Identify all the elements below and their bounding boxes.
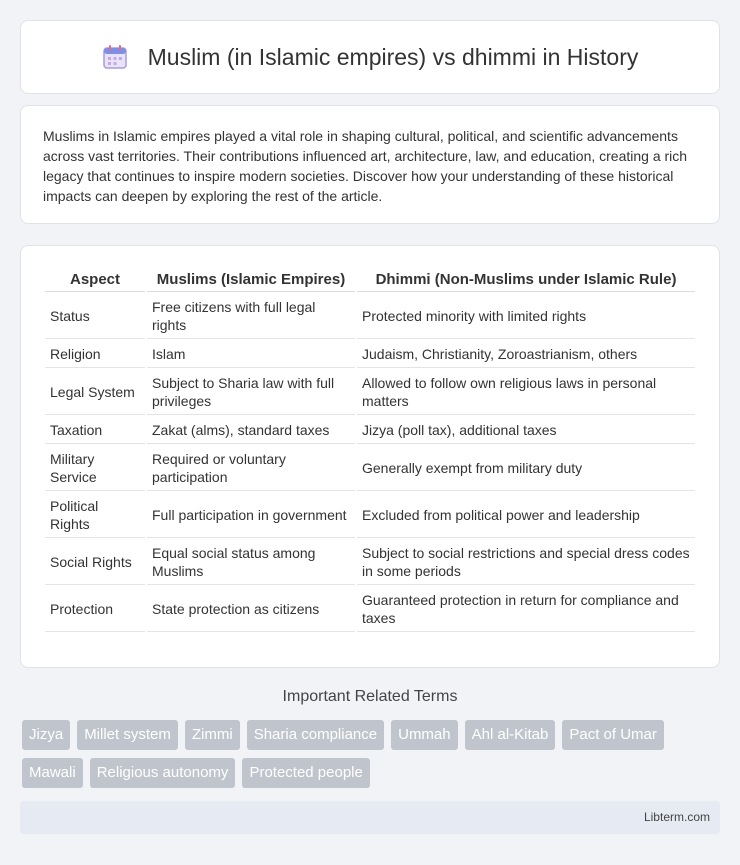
cell-muslims: Free citizens with full legal rights — [147, 294, 355, 339]
term-tag[interactable]: Ahl al-Kitab — [465, 720, 556, 750]
cell-muslims: Subject to Sharia law with full privileges — [147, 370, 355, 415]
related-terms-title: Important Related Terms — [282, 688, 458, 705]
related-terms-list — [22, 720, 722, 796]
header-aspect: Aspect — [45, 268, 145, 292]
cell-dhimmi: Excluded from political power and leadership — [357, 493, 695, 538]
table-row — [45, 417, 695, 444]
cell-muslims: Zakat (alms), standard taxes — [147, 417, 355, 444]
cell-muslims: State protection as citizens — [147, 587, 355, 632]
table-row — [45, 341, 695, 368]
footer-site-link[interactable]: Libterm.com — [643, 810, 710, 824]
term-tag[interactable]: Protected people — [242, 758, 369, 788]
footer — [20, 801, 720, 834]
cell-muslims: Full participation in government — [147, 493, 355, 538]
cell-aspect: Protection — [45, 587, 145, 632]
cell-dhimmi: Jizya (poll tax), additional taxes — [357, 417, 695, 444]
term-tag[interactable]: Religious autonomy — [90, 758, 236, 788]
table-row — [45, 587, 695, 632]
cell-aspect: Religion — [45, 341, 145, 368]
term-tag[interactable]: Ummah — [391, 720, 458, 750]
header-dhimmi: Dhimmi (Non-Muslims under Islamic Rule) — [357, 268, 695, 292]
cell-muslims: Equal social status among Muslims — [147, 540, 355, 585]
comparison-table — [43, 266, 697, 634]
term-tag[interactable]: Mawali — [22, 758, 83, 788]
table-header-row — [45, 268, 695, 292]
cell-dhimmi: Allowed to follow own religious laws in personal matters — [357, 370, 695, 415]
cell-aspect: Social Rights — [45, 540, 145, 585]
cell-muslims: Islam — [147, 341, 355, 368]
cell-aspect: Political Rights — [45, 493, 145, 538]
table-row — [45, 370, 695, 415]
header-muslims: Muslims (Islamic Empires) — [147, 268, 355, 292]
table-row — [45, 540, 695, 585]
calendar-icon — [102, 44, 128, 70]
term-tag[interactable]: Pact of Umar — [562, 720, 664, 750]
term-tag[interactable]: Zimmi — [185, 720, 240, 750]
term-tag[interactable]: Millet system — [77, 720, 178, 750]
table-row — [45, 294, 695, 339]
header-card — [20, 20, 720, 94]
table-row — [45, 446, 695, 491]
cell-dhimmi: Subject to social restrictions and special dress codes in some periods — [357, 540, 695, 585]
comparison-card — [20, 245, 720, 668]
page-title: Muslim (in Islamic empires) vs dhimmi in History — [147, 43, 639, 70]
table-row — [45, 493, 695, 538]
intro-text: Muslims in Islamic empires played a vital role in shaping cultural, political, and scientific advancements across vast territories. Their contributions influenced art, architecture, law, and education, creating a rich legacy that continues to inspire modern societies. Discover how your understanding of these historical impacts can deepen by exploring the rest of the article. — [43, 128, 688, 204]
term-tag[interactable]: Sharia compliance — [247, 720, 384, 750]
term-tag[interactable]: Jizya — [22, 720, 70, 750]
cell-aspect: Legal System — [45, 370, 145, 415]
cell-aspect: Taxation — [45, 417, 145, 444]
cell-dhimmi: Protected minority with limited rights — [357, 294, 695, 339]
cell-dhimmi: Generally exempt from military duty — [357, 446, 695, 491]
cell-dhimmi: Judaism, Christianity, Zoroastrianism, others — [357, 341, 695, 368]
cell-aspect: Status — [45, 294, 145, 339]
cell-dhimmi: Guaranteed protection in return for compliance and taxes — [357, 587, 695, 632]
cell-muslims: Required or voluntary participation — [147, 446, 355, 491]
cell-aspect: Military Service — [45, 446, 145, 491]
intro-card — [20, 105, 720, 224]
